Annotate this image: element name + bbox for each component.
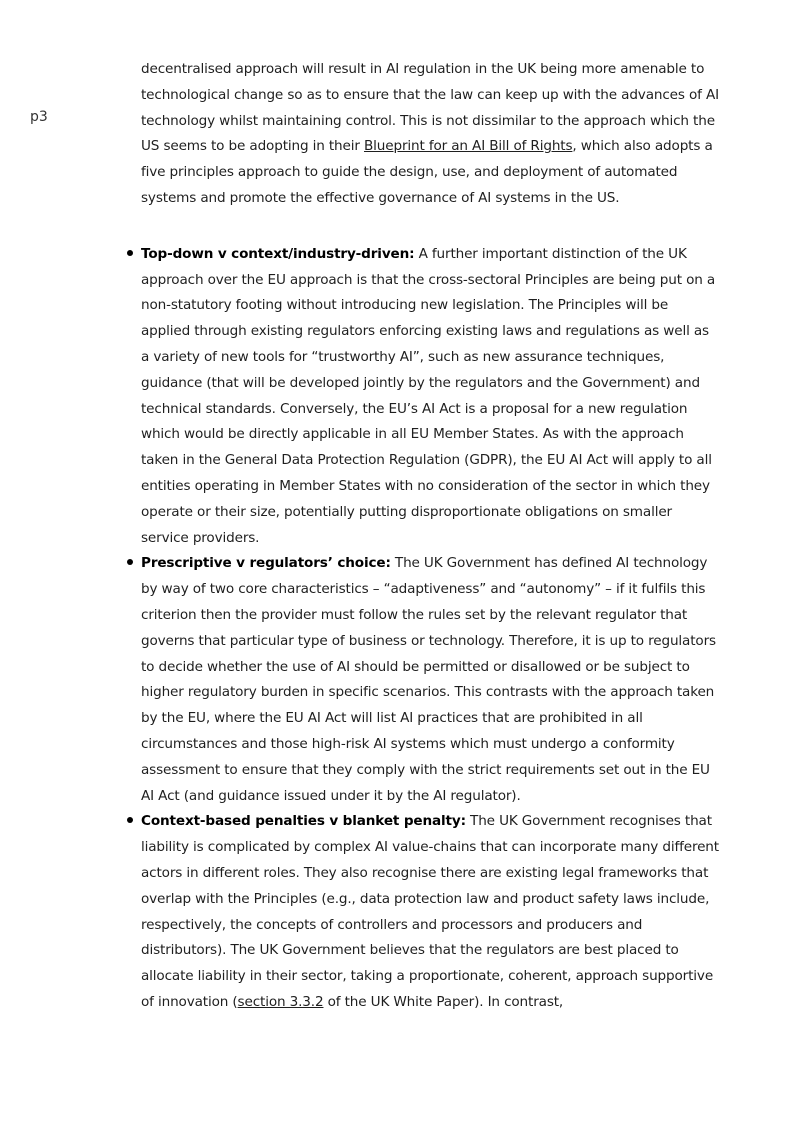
bullet-heading: Top-down v context/industry-driven: (141, 245, 415, 262)
bullet-text-end: of the UK White Paper). In contrast, (323, 993, 564, 1010)
intro-text-end: , which also adopts a five principles approach to guide the design, use, and deployment of automated systems and promote the effective governance of AI systems in the US. (141, 138, 713, 206)
bullet-icon (127, 559, 133, 565)
list-item (141, 551, 721, 809)
bullet-icon (127, 817, 133, 823)
bullet-icon (127, 250, 133, 256)
bullet-list (141, 242, 721, 1016)
blueprint-link[interactable]: Blueprint for an AI Bill of Rights (363, 138, 573, 155)
bullet-heading: Prescriptive v regulators’ choice: (141, 555, 391, 572)
bullet-text: The UK Government recognises that liability is complicated by complex AI value-chains that can incorporate many different actors in different roles. They also recognise there are existing legal frameworks that overlap with the Principles (e.g., data protection law and product safety laws include, respectively, the concepts of controllers and processors and producers and distributors). The UK Government believes that the regulators are best placed to allocate liability in their sector, taking a proportionate, coherent, approach supportive of innovation ( (141, 813, 719, 1010)
page-number: p3 (30, 109, 48, 125)
paragraph-spacer (141, 212, 721, 242)
list-item (141, 809, 721, 1015)
document-body (141, 57, 721, 1016)
list-item (141, 242, 721, 552)
bullet-text: The UK Government has defined AI technology by way of two core characteristics – “adaptiveness” and “autonomy” – if it fulfils this criterion then the provider must follow the rules set by the relevant regulator that governs that particular type of business or technology. Therefore, it is up to regulators to decide whether the use of AI should be permitted or disallowed or be subject to higher regulatory burden in specific scenarios. This contrasts with the approach taken by the EU, where the EU AI Act will list AI practices that are prohibited in all circumstances and those high-risk AI systems which must undergo a conformity assessment to ensure that they comply with the strict requirements set out in the EU AI Act (and guidance issued under it by the AI regulator). (141, 555, 716, 804)
bullet-text: A further important distinction of the UK approach over the EU approach is that the cross-sectoral Principles are being put on a non-statutory footing without introducing new legislation. The Principles will be applied through existing regulators enforcing existing laws and regulations as well as a variety of new tools for “trustworthy AI”, such as new assurance techniques, guidance (that will be developed jointly by the regulators and the Government) and technical standards. Conversely, the EU’s AI Act is a proposal for a new regulation which would be directly applicable in all EU Member States. As with the approach taken in the General Data Protection Regulation (GDPR), the EU AI Act will apply to all entities operating in Member States with no consideration of the sector in which they operate or their size, potentially putting disproportionate obligations on smaller service providers. (141, 245, 716, 546)
section-link[interactable]: section 3.3.2 (237, 993, 324, 1010)
intro-text: decentralised approach will result in AI regulation in the UK being more amenable to technological change so as to ensure that the law can keep up with the advances of AI technology whilst maintaining control. This is not dissimilar to the approach which the US seems to be adopting in their (141, 61, 719, 155)
bullet-heading: Context-based penalties v blanket penalty: (141, 813, 466, 830)
intro-paragraph (141, 57, 721, 212)
